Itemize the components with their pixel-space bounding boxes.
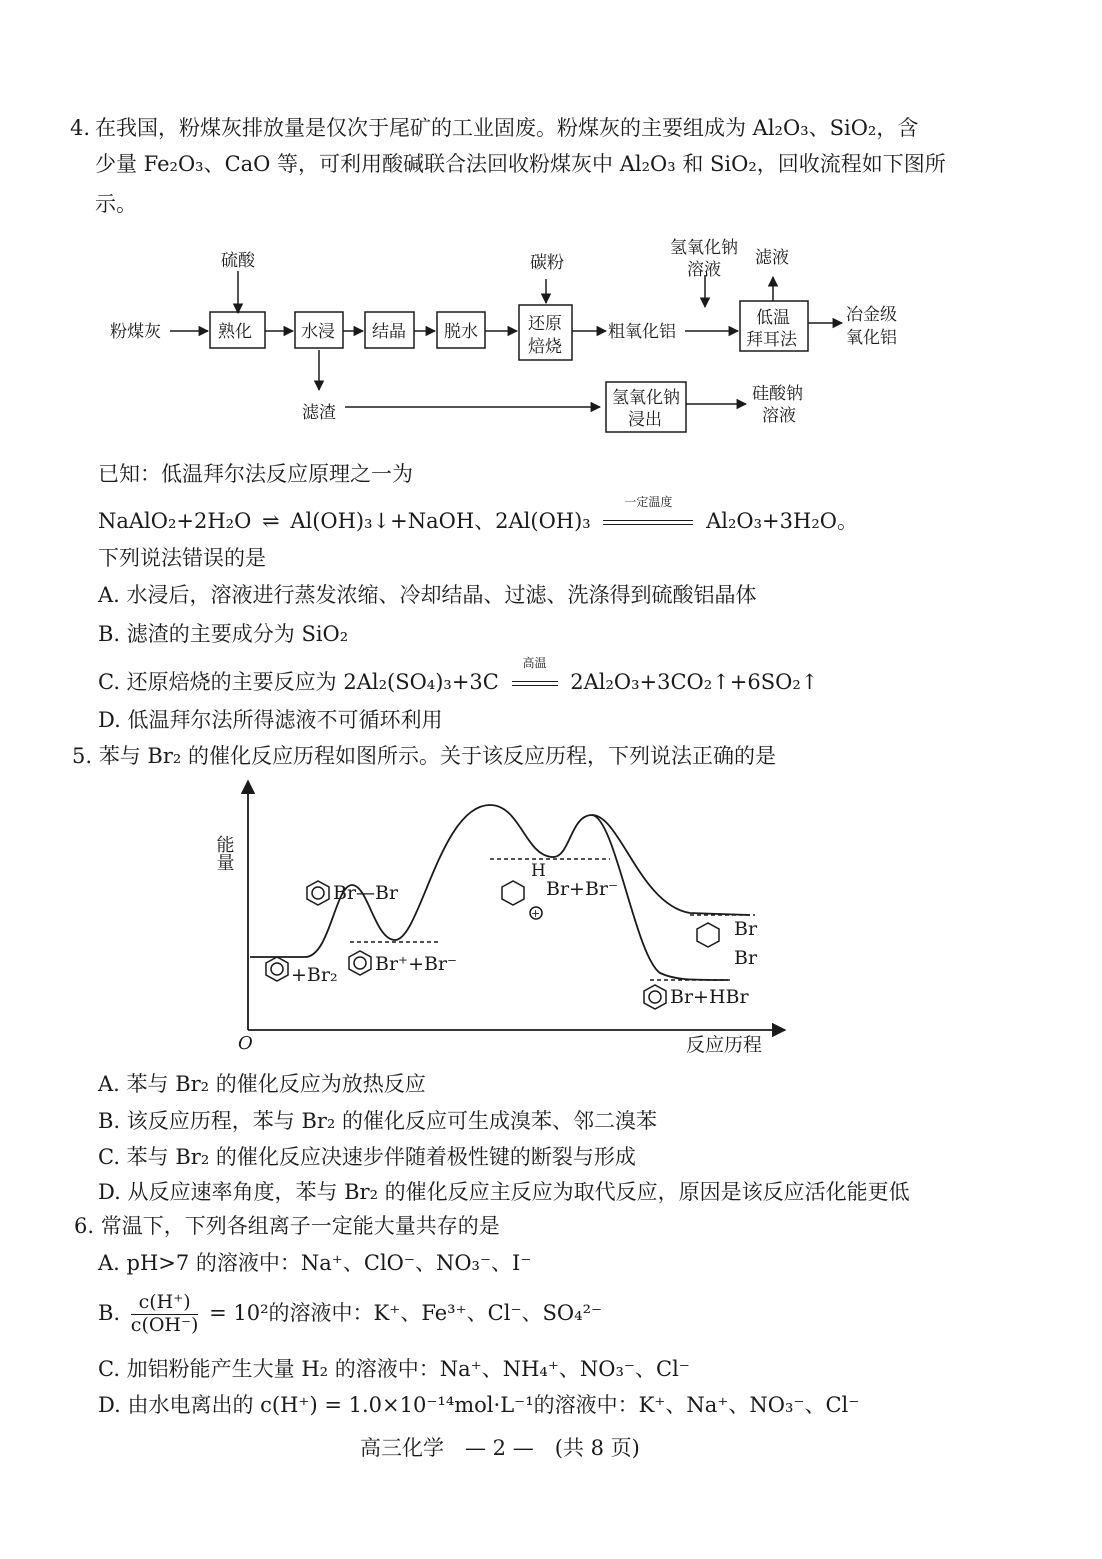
process-flowchart — [0, 235, 1102, 445]
flow-reagent-3-line-2: 溶液 — [687, 260, 721, 280]
option-b-rest: = 10²的溶液中：K⁺、Fe³⁺、Cl⁻、SO₄²⁻ — [209, 1300, 603, 1325]
y-axis-label: 能量 — [213, 835, 235, 871]
bromobenzene-ring-icon — [644, 985, 666, 1009]
flow-product-1: 粗氧化铝 — [608, 322, 676, 342]
species-complex: Br—Br — [333, 882, 399, 904]
species-h-label: H — [531, 861, 546, 881]
condition-arrow — [603, 495, 693, 534]
origin-label: O — [238, 1033, 253, 1054]
flow-step-7-line-1: 氢氧化钠 — [612, 388, 680, 408]
condition-label: 一定温度 — [624, 495, 673, 509]
option-c-right: 2Al₂O₃+3CO₂↑+6SO₂↑ — [570, 670, 819, 694]
q6-stem: 6. 常温下，下列各组离子一定能大量共存的是 — [74, 1214, 500, 1238]
flow-step-3: 结晶 — [372, 322, 406, 342]
equation-right: Al₂O₃+3H₂O。 — [706, 509, 858, 533]
flow-step-2: 水浸 — [301, 322, 335, 342]
energy-profile-diagram — [0, 775, 1102, 1065]
species-dibromo-1: Br — [734, 918, 758, 940]
energy-curve-upper — [250, 805, 750, 957]
flow-reagent-1: 硫酸 — [221, 251, 255, 271]
flow-reagent-2: 碳粉 — [530, 253, 564, 273]
flow-residue: 滤渣 — [302, 403, 336, 423]
x-axis-label: 反应历程 — [686, 1034, 763, 1056]
dibromobenzene-ring-icon — [697, 923, 719, 947]
q4-stem-line-2: 少量 Fe₂O₃、CaO 等，可利用酸碱联合法回收粉煤灰中 Al₂O₃ 和 SiO₂，回收流程如下图所 — [95, 152, 946, 176]
flow-product-2-line-1: 冶金级 — [846, 305, 897, 325]
flow-byproduct-1: 滤液 — [755, 248, 789, 268]
q4-stem-line-1: 在我国，粉煤灰排放量是仅次于尾矿的工业固废。粉煤灰的主要组成为 Al₂O₃、SiO₂，含 — [95, 116, 919, 140]
fraction-denominator: c(OH⁻) — [130, 1313, 199, 1336]
high-temp-label: 高温 — [522, 656, 547, 670]
arenium-ion-icon — [502, 881, 524, 905]
q6-option-b — [98, 1292, 602, 1337]
q4-question: 下列说法错误的是 — [98, 546, 266, 570]
q5-option-b: B. 该反应历程，苯与 Br₂ 的催化反应可生成溴苯、邻二溴苯 — [98, 1109, 658, 1133]
option-c-left: C. 还原焙烧的主要反应为 2Al₂(SO₄)₃+3C — [98, 670, 499, 694]
q4-known: 已知：低温拜尔法反应原理之一为 — [98, 462, 413, 486]
flow-step-5-line-1: 还原 — [528, 314, 562, 334]
flow-step-7-line-2: 浸出 — [628, 410, 662, 430]
q6-option-d: D. 由水电离出的 c(H⁺) = 1.0×10⁻¹⁴mol·L⁻¹的溶液中：K⁺、Na⁺、NO₃⁻、Cl⁻ — [98, 1393, 860, 1417]
q4-equation — [98, 495, 858, 534]
benzene-ring-icon — [307, 881, 329, 905]
positive-charge-icon: + — [531, 907, 541, 920]
equilibrium-arrow-icon: ⇌ — [262, 509, 280, 533]
flow-product-3-line-1: 硅酸钠 — [752, 384, 803, 404]
species-dibromo-2: Br — [734, 947, 758, 969]
benzene-ring-icon — [266, 957, 288, 981]
q4-stem-line-3: 示。 — [95, 192, 137, 216]
ratio-fraction — [131, 1292, 199, 1337]
species-bromobenzene-hbr: Br+HBr — [670, 986, 749, 1008]
flow-step-6-line-2: 拜耳法 — [746, 330, 797, 350]
option-b-label: B. — [98, 1300, 121, 1325]
q4-option-c — [98, 656, 819, 695]
q4-option-b: B. 滤渣的主要成分为 SiO₂ — [98, 622, 349, 646]
species-benzene-br2: +Br₂ — [291, 964, 338, 986]
fraction-numerator: c(H⁺) — [131, 1292, 199, 1315]
q5-option-c: C. 苯与 Br₂ 的催化反应决速步伴随着极性键的断裂与形成 — [98, 1145, 636, 1169]
benzene-ring-icon — [349, 951, 371, 975]
q5-option-d: D. 从反应速率角度，苯与 Br₂ 的催化反应主反应为取代反应，原因是该反应活化能更低 — [98, 1180, 910, 1204]
q6-option-c: C. 加铝粉能产生大量 H₂ 的溶液中：Na⁺、NH₄⁺、NO₃⁻、Cl⁻ — [98, 1357, 690, 1381]
q4-option-d: D. 低温拜尔法所得滤液不可循环利用 — [98, 708, 443, 732]
q4-option-a: A. 水浸后，溶液进行蒸发浓缩、冷却结晶、过滤、洗涤得到硫酸铝晶体 — [98, 583, 757, 607]
flow-input: 粉煤灰 — [110, 322, 161, 342]
flow-step-5-line-2: 焙烧 — [528, 337, 562, 357]
flow-step-1: 熟化 — [218, 322, 252, 342]
equation-left: NaAlO₂+2H₂O — [98, 509, 252, 533]
equation-middle: Al(OH)₃↓+NaOH、2Al(OH)₃ — [290, 509, 591, 533]
flow-step-6-line-1: 低温 — [756, 308, 790, 328]
flow-reagent-3-line-1: 氢氧化钠 — [670, 238, 738, 258]
page-footer: 高三化学 — 2 — (共 8 页) — [360, 1436, 640, 1460]
q6-option-a: A. pH>7 的溶液中：Na⁺、ClO⁻、NO₃⁻、I⁻ — [98, 1251, 532, 1275]
species-arenium: Br+Br⁻ — [546, 878, 619, 900]
q4-number: 4. — [70, 116, 91, 140]
species-brplus: Br⁺+Br⁻ — [375, 953, 458, 975]
q5-option-a: A. 苯与 Br₂ 的催化反应为放热反应 — [98, 1072, 426, 1096]
flow-product-3-line-2: 溶液 — [762, 406, 796, 426]
flow-step-4: 脱水 — [444, 322, 478, 342]
high-temp-arrow — [512, 656, 558, 695]
flow-product-2-line-2: 氧化铝 — [846, 328, 897, 348]
q5-stem: 5. 苯与 Br₂ 的催化反应历程如图所示。关于该反应历程，下列说法正确的是 — [72, 744, 776, 768]
